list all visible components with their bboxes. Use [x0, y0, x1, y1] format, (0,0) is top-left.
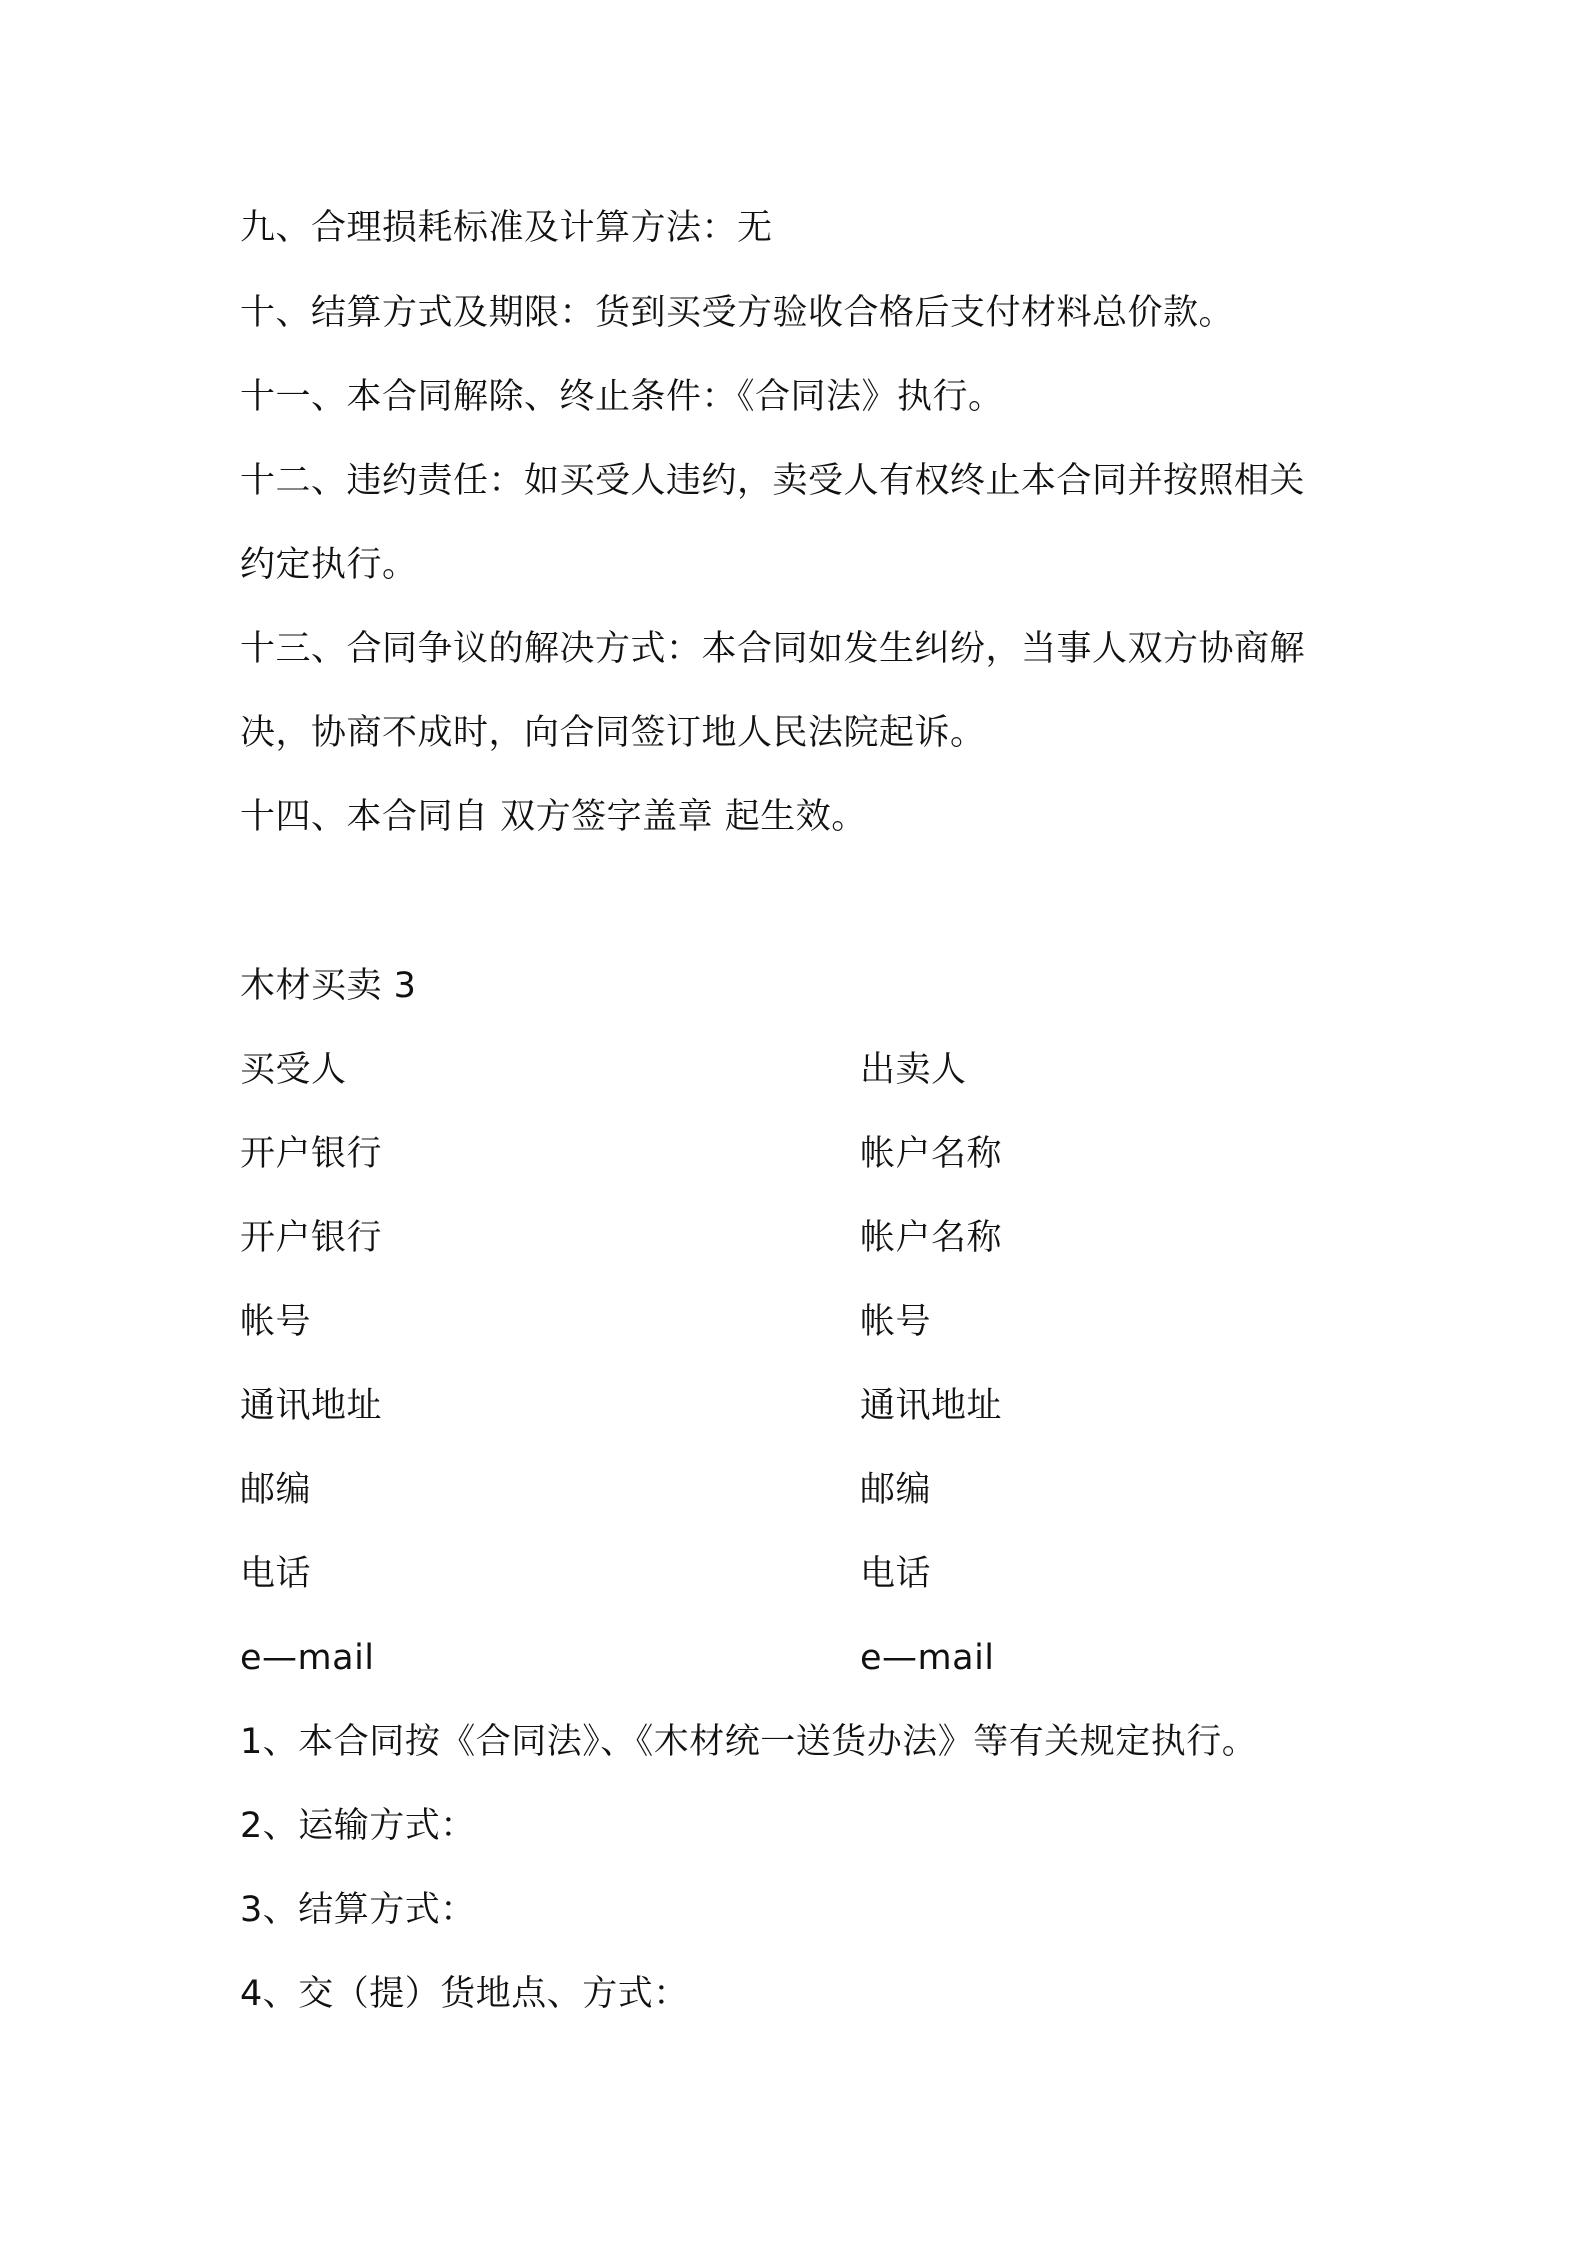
- clause-1: 1、本合同按《合同法》、《木材统一送货办法》等有关规定执行。: [240, 1722, 1258, 1762]
- seller-postcode: 邮编: [860, 1470, 932, 1510]
- clause-2: 2、运输方式：: [240, 1806, 476, 1846]
- clause-3: 3、结算方式：: [240, 1890, 476, 1930]
- seller-account-number: 帐号: [860, 1302, 932, 1342]
- party-buyer-label: 买受人: [240, 1050, 347, 1090]
- clause-13-line-1: 十三、合同争议的解决方式：本合同如发生纠纷，当事人双方协商解: [240, 629, 1306, 669]
- seller-account-name-2: 帐户名称: [860, 1218, 1003, 1258]
- clause-9: 九、合理损耗标准及计算方法：无: [240, 208, 773, 248]
- clause-13-line-2: 决，协商不成时，向合同签订地人民法院起诉。: [240, 713, 986, 753]
- clause-10: 十、结算方式及期限：货到买受方验收合格后支付材料总价款。: [240, 293, 1235, 333]
- seller-phone: 电话: [860, 1554, 932, 1594]
- clause-12-line-1: 十二、违约责任：如买受人违约，卖受人有权终止本合同并按照相关: [240, 461, 1306, 501]
- seller-address: 通讯地址: [860, 1386, 1003, 1426]
- clause-4: 4、交（提）货地点、方式：: [240, 1974, 689, 2014]
- buyer-phone: 电话: [240, 1554, 312, 1594]
- buyer-bank-2: 开户银行: [240, 1218, 383, 1258]
- buyer-account-number: 帐号: [240, 1302, 312, 1342]
- clause-14: 十四、本合同自 双方签字盖章 起生效。: [240, 797, 867, 837]
- clause-12-line-2: 约定执行。: [240, 545, 418, 585]
- party-seller-label: 出卖人: [860, 1050, 967, 1090]
- buyer-postcode: 邮编: [240, 1470, 312, 1510]
- buyer-bank-1: 开户银行: [240, 1134, 383, 1174]
- buyer-address: 通讯地址: [240, 1386, 383, 1426]
- seller-account-name-1: 帐户名称: [860, 1134, 1003, 1174]
- clause-11: 十一、本合同解除、终止条件：《合同法》执行。: [240, 377, 1004, 417]
- section-title: 木材买卖 3: [240, 966, 417, 1006]
- buyer-email: e—mail: [240, 1638, 375, 1678]
- seller-email: e—mail: [860, 1638, 995, 1678]
